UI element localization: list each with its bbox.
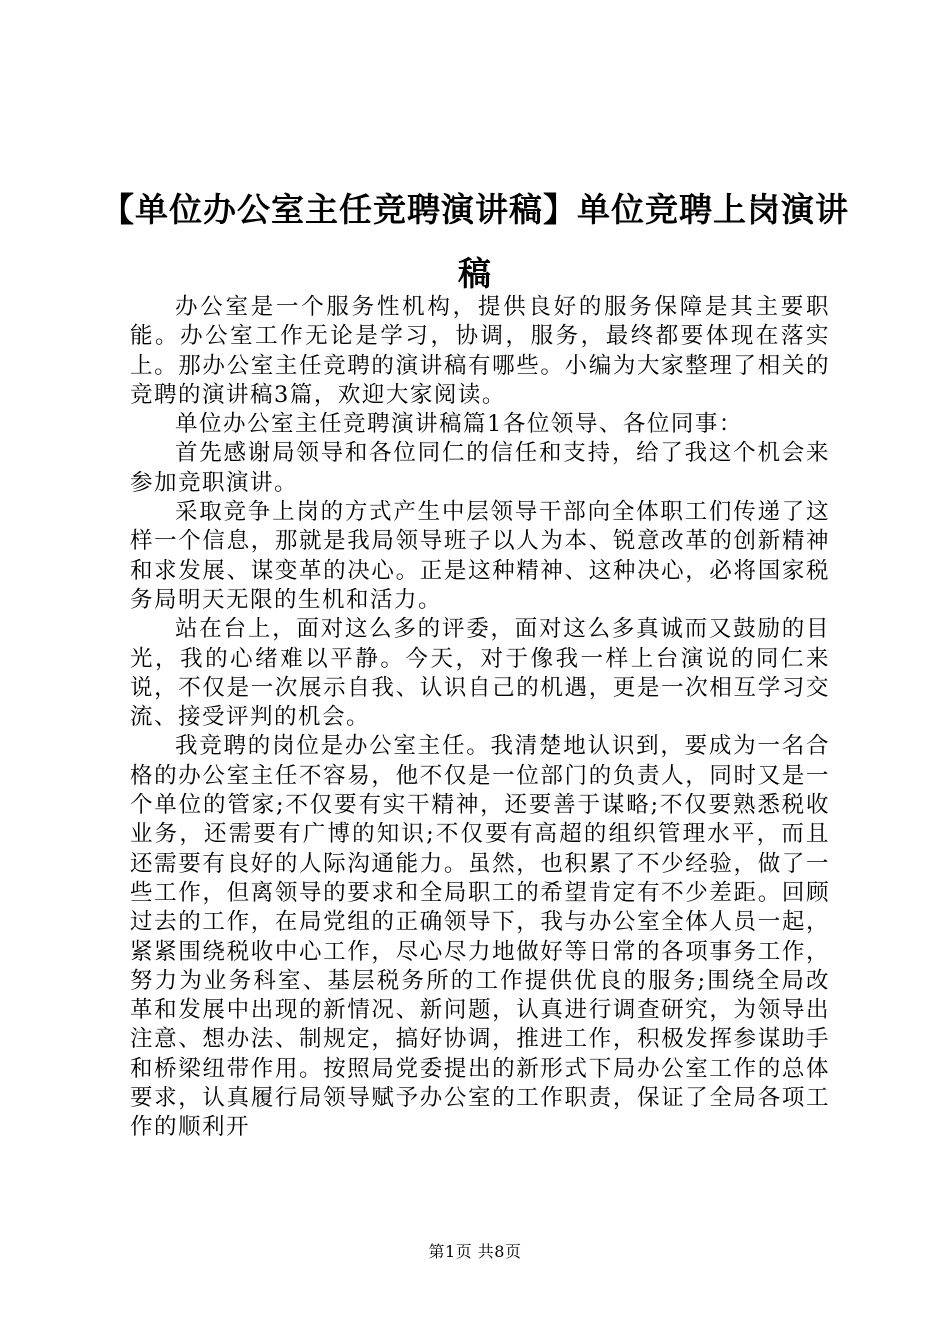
paragraph-competition: 采取竞争上岗的方式产生中层领导干部向全体职工们传递了这样一个信息，那就是我局领导班子以人为本、锐意改革的创新精神和求发展、谋变革的决心。正是这种精神、这种决心，必将国家税务局明天无限的生机和活力。 — [130, 499, 830, 613]
paragraph-greeting: 单位办公室主任竞聘演讲稿篇1各位领导、各位同事： — [175, 411, 743, 438]
document-body — [130, 293, 830, 1143]
paragraph-on-stage: 站在台上，面对这么多的评委，面对这么多真诚而又鼓励的目光，我的心绪难以平静。今天，对于像我一样上台演说的同仁来说，不仅是一次展示自我、认识自己的机遇，更是一次相互学习交流、接受评判的机会。 — [130, 616, 830, 731]
paragraph-intro: 办公室是一个服务性机构，提供良好的服务保障是其主要职能。办公室工作无论是学习，协调，服务，最终都要体现在落实上。那办公室主任竞聘的演讲稿有哪些。小编为大家整理了相关的竞聘的演讲稿3篇，欢迎大家阅读。 — [130, 294, 830, 408]
page-number-footer: 第1页 共8页 — [428, 1242, 522, 1261]
paragraph-thanks: 首先感谢局领导和各位同仁的信任和支持，给了我这个机会来参加竞职演讲。 — [130, 440, 830, 496]
document-title: 【单位办公室主任竞聘演讲稿】单位竞聘上岗演讲稿 — [101, 190, 849, 293]
paragraph-position: 我竞聘的岗位是办公室主任。我清楚地认识到，要成为一名合格的办公室主任不容易，他不仅是一位部门的负责人，同时又是一个单位的管家;不仅要有实干精神，还要善于谋略;不仅要熟悉税收业务，还需要有广博的知识;不仅要有高超的组织管理水平，而且还需要有良好的人际沟通能力。虽然，也积累了不少经验，做了一些工作，但离领导的要求和全局职工的希望肯定有不少差距。回顾过去的工作，在局党组的正确领导下，我与办公室全体人员一起，紧紧围绕税收中心工作，尽心尽力地做好等日常的各项事务工作，努力为业务科室、基层税务所的工作提供优良的服务;围绕全局改革和发展中出现的新情况、新问题，认真进行调查研究，为领导出注意、想办法、制规定，搞好协调，推进工作，积极发挥参谋助手和桥梁纽带作用。按照局党委提出的新形式下局办公室工作的总体要求，认真履行局领导赋予办公室的工作职责，保证了全局各项工作的顺利开 — [130, 733, 830, 1141]
